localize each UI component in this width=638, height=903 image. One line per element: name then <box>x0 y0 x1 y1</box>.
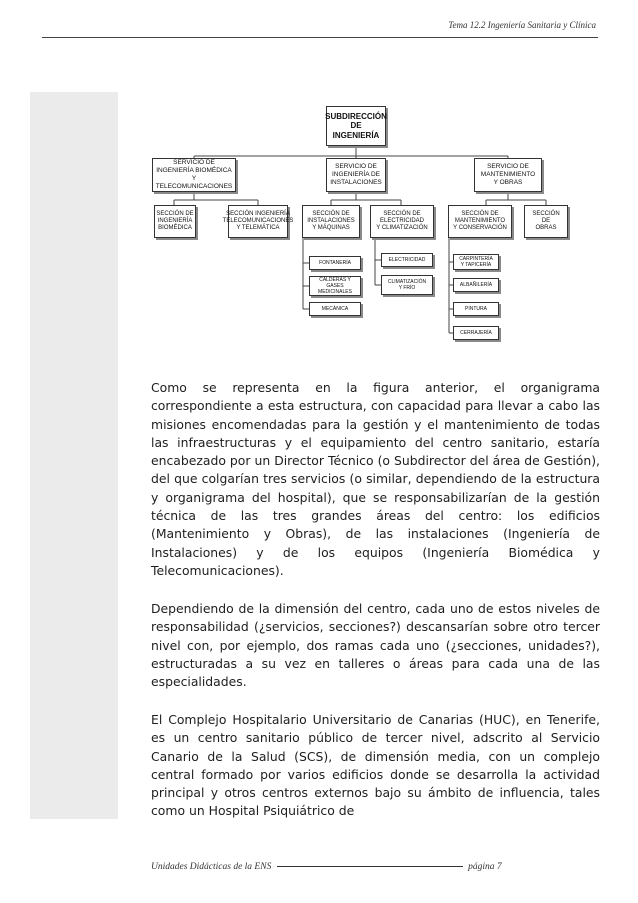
org-box-pintura: PINTURA <box>453 302 499 316</box>
org-box-cerrajeria: CERRAJERÍA <box>453 326 499 340</box>
org-box-electricidad: ELECTRICIDAD <box>381 253 433 267</box>
footer-rule <box>277 866 463 867</box>
org-box-fontaneria: FONTANERÍA <box>309 256 361 270</box>
org-box-carpinteria: CARPINTERÍA Y TAPICERÍA <box>453 254 499 270</box>
org-box-mecanica: MECÁNICA <box>309 302 361 316</box>
page-footer <box>151 862 502 872</box>
footer-source: Unidades Didácticas de la ENS <box>151 862 272 872</box>
page-number: página 7 <box>468 862 502 872</box>
body-paragraph: El Complejo Hospitalario Universitario de Canarias (HUC), en Tenerife, es un centro sanitario público de tercer nivel, adscrito al Servicio Canario de la Salud (SCS), de dimensión media, con un complejo central formado por varios edificios donde se desarrolla la actividad principal y otros centros externos bajo su ámbito de influencia, tales como un Hospital Psiquiátrico de <box>151 712 600 819</box>
org-box-seccion-obras: SECCIÓN DE OBRAS <box>524 205 568 238</box>
sidebar-panel <box>30 92 118 819</box>
running-header: Tema 12.2 Ingeniería Sanitaria y Clínica <box>448 20 596 30</box>
org-chart <box>118 100 598 362</box>
org-box-subdireccion: SUBDIRECCIÓN DE INGENIERÍA <box>326 106 386 146</box>
header-rule <box>42 37 598 38</box>
org-box-servicio-biomedica: SERVICIO DE INGENIERÍA BIOMÉDICA Y TELECOMUNICACIONES <box>152 158 236 192</box>
org-box-seccion-telecomunicaciones: SECCIÓN INGENIERÍA TELECOMUNICACIONES Y TELEMÁTICA <box>228 205 288 238</box>
org-box-seccion-electricidad: SECCIÓN DE ELECTRICIDAD Y CLIMATIZACIÓN <box>370 205 434 238</box>
org-box-albanileria: ALBAÑILERÍA <box>453 278 499 292</box>
org-box-servicio-instalaciones: SERVICIO DE INGENIERÍA DE INSTALACIONES <box>326 158 386 192</box>
body-paragraph: Dependiendo de la dimensión del centro, cada uno de estos niveles de responsabilidad (¿servicios, secciones?) descansarían sobre otro tercer nivel con, por ejemplo, dos ramas cada uno (¿secciones, unidades?), estructuradas a su vez en talleres o áreas para cada una de las especialidades. <box>151 601 600 690</box>
org-box-seccion-instalaciones: SECCIÓN DE INSTALACIONES Y MÁQUINAS <box>302 205 360 238</box>
org-box-calderas: CALDERAS Y GASES MEDICINALES <box>309 276 361 296</box>
org-box-climatizacion: CLIMATIZACIÓN Y FRÍO <box>381 275 433 295</box>
org-box-servicio-mantenimiento: SERVICIO DE MANTENIMIENTO Y OBRAS <box>474 158 542 192</box>
body-paragraph: Como se representa en la figura anterior, el organigrama correspondiente a esta estructura, con capacidad para llevar a cabo las misiones encomendadas para la gestión y el mantenimiento de todas las infraestructuras y el equipamiento del centro sanitario, estaría encabezado por un Director Técnico (o Subdirector del área de Gestión), del que colgarían tres servicios (o similar, dependiendo de la estructura y organigrama del hospital), que se responsabilizarían de la gestión técnica de las tres grandes áreas del centro: los edificios (Mantenimiento y Obras), de las instalaciones (Ingeniería de Instalaciones) y de los equipos (Ingeniería Biomédica y Telecomunicaciones). <box>151 380 600 578</box>
org-box-seccion-biomedica: SECCIÓN DE INGENIERÍA BIOMÉDICA <box>154 205 196 238</box>
org-box-seccion-mantenimiento: SECCIÓN DE MANTENIMIENTO Y CONSERVACIÓN <box>448 205 512 238</box>
